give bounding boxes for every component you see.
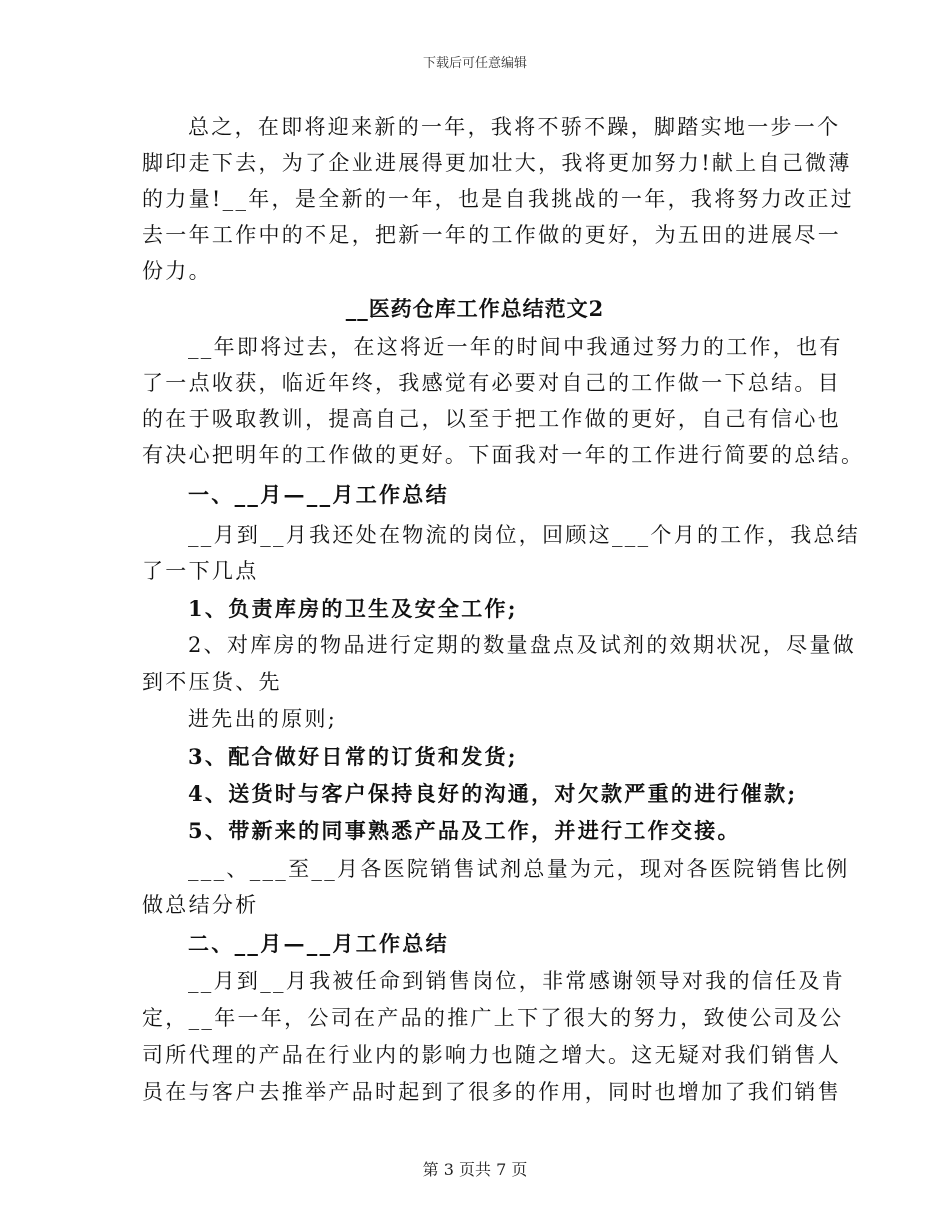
list-item-continued: 进先出的原则; — [188, 707, 338, 731]
paragraph-line: 份力。 — [142, 259, 212, 283]
page-footer: 第 3 页共 7 页 — [422, 1160, 528, 1179]
list-item: 4、送货时与客户保持良好的沟通，对欠款严重的进行催款; — [188, 781, 798, 806]
section-title: __医药仓库工作总结范文2 — [345, 296, 605, 321]
page-header: 下载后可任意编辑 — [422, 56, 527, 71]
paragraph-line: 定，__年一年，公司在产品的推广上下了很大的努力，致使公司及公 — [142, 1006, 844, 1030]
section-heading: 二、__月—__月工作总结 — [188, 931, 449, 956]
paragraph-line: 了一下几点 — [142, 559, 259, 583]
list-item: 3、配合做好日常的订货和发货; — [188, 744, 518, 769]
paragraph-line: 的力量!__年，是全新的一年，也是自我挑战的一年，我将努力改正过 — [142, 187, 855, 211]
list-item: 5、带新来的同事熟悉产品及工作，并进行工作交接。 — [188, 818, 741, 843]
paragraph-line: ___、___至__月各医院销售试剂总量为元，现对各医院销售比例 — [188, 857, 850, 881]
paragraph-line: 的在于吸取教训，提高自己，以至于把工作做的更好，自己有信心也 — [142, 407, 841, 431]
paragraph-line: __年即将过去，在这将近一年的时间中我通过努力的工作，也有 — [188, 335, 843, 359]
paragraph-line: 总之，在即将迎来新的一年，我将不骄不躁，脚踏实地一步一个 — [188, 115, 841, 139]
paragraph-line: 员在与客户去推举产品时起到了很多的作用，同时也增加了我们销售 — [142, 1080, 841, 1104]
list-item-continued: 到不压货、先 — [142, 670, 282, 694]
paragraph-line: 有决心把明年的工作做的更好。下面我对一年的工作进行简要的总结。 — [142, 443, 865, 467]
paragraph-line: 做总结分析 — [142, 893, 259, 917]
list-item: 1、负责库房的卫生及安全工作; — [188, 596, 518, 621]
paragraph-line: __月到__月我还处在物流的岗位，回顾这___个月的工作，我总结 — [188, 523, 861, 547]
section-heading: 一、__月—__月工作总结 — [188, 482, 449, 507]
paragraph-line: 了一点收获，临近年终，我感觉有必要对自己的工作做一下总结。目 — [142, 371, 841, 395]
paragraph-line: 脚印走下去，为了企业进展得更加壮大，我将更加努力!献上自己微薄 — [142, 151, 852, 175]
paragraph-line: 司所代理的产品在行业内的影响力也随之增大。这无疑对我们销售人 — [142, 1043, 841, 1067]
list-item: 2、对库房的物品进行定期的数量盘点及试剂的效期状况，尽量做 — [188, 633, 857, 657]
paragraph-line: __月到__月我被任命到销售岗位，非常感谢领导对我的信任及肯 — [188, 969, 845, 993]
paragraph-line: 去一年工作中的不足，把新一年的工作做的更好，为五田的进展尽一 — [142, 223, 841, 247]
